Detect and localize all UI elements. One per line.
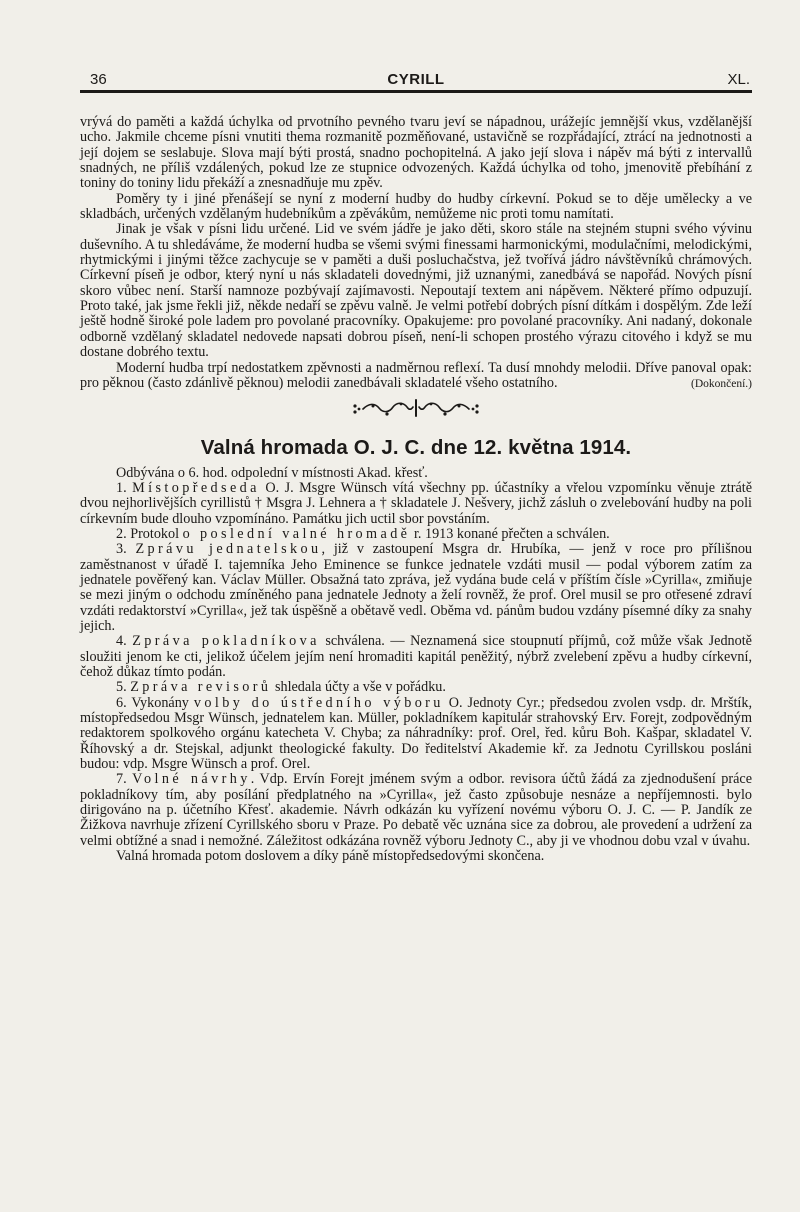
spaced-heading: volby do ústředního výboru <box>193 694 444 711</box>
continuation-note: (Dokončení.) <box>691 377 752 390</box>
closing-paragraph: Valná hromada potom doslovem a díky páně místopředsedovými skončena. <box>116 848 545 865</box>
agenda-item: 7. Volné návrhy. Vdp. Ervín Forejt jménem svým a odbor. revisora účtů žádá za zjednodušení práce pokladníkovy tím, aby posílání předplatného na »Cyrilla«, jež často způsobuje nesnáze a nepříjemnosti. bylo dirigováno na p. účetního Křesť. akademie. Návrh odkázán ku vyřízení novému výboru O. J. C. — P. Jandík ze Žižkova navrhuje zřízení Cyrillského sboru v Praze. Po debatě věc uznána sice za dobrou, ale provedení a udržení za velmi obtížné a snad i nemožné. Záležitost odkázána rovněž výboru Jednoty C., aby ji ve vhodnou dobu vzal v úvahu. <box>80 771 753 849</box>
paragraph: Poměry ty i jiné přenášejí se nyní z moderní hudby do hudby církevní. Pokud se to děje umělecky a ve skladbách, určených vzdělaným hudebníkům a zpěvákům, nemůžeme nic proti tomu namítati. <box>80 190 752 223</box>
spaced-heading: o poslední valné hromadě <box>182 525 411 542</box>
journal-title: CYRILL <box>387 71 445 88</box>
spaced-heading: Zprávu jednatelskou <box>135 541 322 558</box>
agenda-item: 2. Protokol o poslední valné hromadě r. 1913 konané přečten a schválen. <box>116 525 610 542</box>
intro-paragraph: Odbývána o 6. hod. odpolední v místnosti Akad. křesť. <box>116 464 428 481</box>
agenda-item: 4. Zpráva pokladníkova schválena. — Neznamená sice stoupnutí příjmů, což může však Jednotě sloužiti jenom ke cti, jelikož účelem jejím není hromaditi kapitál peněžitý, nýbrž zvelebení zpěvu a hudby církevní, čehož důkaz tímto podán. <box>80 633 752 680</box>
agenda-item: 1. Místopředseda O. J. Msgre Wünsch vítá všechny pp. účastníky a vřelou vzpomínku věnuje ztrátě dvou nejhorlivějších cyrillistů † Msgra J. Lehnera a † skladatele J. Nešvery, jichž zásluh o zvelebování hudby na poli církevním bude dlouho vzpomínáno. Památku jich uctil sbor povstáním. <box>80 479 752 527</box>
ornament-icon <box>351 398 481 418</box>
agenda-item: 3. Zprávu jednatelskou, již v zastoupení Msgra dr. Hrubíka, — jenž v roce pro přílišnou zaměstnanost v úřadě I. tajemníka Jeho Eminence se funkce jednatele vzdáti musil — podal výborem zatím za jednatele pověřený kan. Václav Müller. Obsažná tato zpráva, jež vydána bude celá v příštím čísle »Cyrilla«, zmiňuje se mezi jiným o odchodu zmíněného pana jednatele Jednoty a želí rovněž, že prof. Orel musil se pro otřesené zdraví vzdáti redaktorství »Cyrilla«, jež tak úspěšně a obětavě vedl. Oběma vd. pánům budou vzdány písemné díky za snahy jejich. <box>80 541 753 634</box>
agenda-item: 5. Zpráva revisorů shledala účty a vše v pořádku. <box>116 679 446 696</box>
article-body <box>80 115 752 864</box>
paragraph <box>80 361 752 392</box>
journal-page <box>80 64 752 864</box>
page-number: 36 <box>90 71 107 88</box>
volume-number: XL. <box>727 71 750 88</box>
section-title: Valná hromada O. J. C. dne 12. května 1914. <box>200 436 632 460</box>
spaced-heading: Místopředseda <box>132 479 260 496</box>
paragraph: vrývá do paměti a každá úchylka od prvotního pevného tvaru jeví se nápadnou, urážejíc jemnější vkus, vzdělanější ucho. Jakmile chceme písni vnutiti thema rozmanitě pozměňované, ustavičně se rozpřádající, ztrácí na jednotnosti a její dojem se seslabuje. Slova mají býti prostá, snadno pochopitelná. A jako její slova i nápěv má býti z intervallů snadných, ne příliš vzdálených, pokud lze ze stupnice odvozených. Každá úchylka od toho, jmenovitě přebíhání z toniny do toniny lidu překáží a znesnadňuje mu zpěv. <box>80 114 752 192</box>
spaced-heading: Volné návrhy <box>132 771 251 788</box>
paragraph-text: Moderní hudba trpí nedostatkem zpěvnosti a nadměrnou reflexí. Ta dusí mnohdy melodii. Dříve panoval opak: pro pěknou (často zdánlivě pěknou) melodii zanedbávali skladatelé všeho ostatního. <box>80 359 752 391</box>
spaced-heading: Zpráva revisorů <box>130 679 272 696</box>
ornament-divider <box>80 398 752 420</box>
paragraph: Jinak je však v písni lidu určené. Lid ve svém jádře je jako děti, skoro stále na stejném stupni svého vývinu duševního. A tu shledáváme, že moderní hudba se všemi svými finessami harmonickými, modulačními, melodickými, rhytmickými i jinými těžce zachycuje se v paměti a duši posluchačstva, jež tvořívá jádro návštěvníků chrámových. Církevní píseň je odbor, který nyní u nás skladateli dovednými, již uznanými, zanedbává se napořád. Nových písní skoro vůbec není. Starší namnoze pozbývají zajímavosti. Nepoutají textem ani nápěvem. Některé přímo odpuzují. Proto také, jak jsme řekli již, někde nedaří se zpěvu valně. Je velmi potřebí dobrých písní dítkám i dospělým. Zde leží ještě hodně široké pole ladem pro povolané pracovníky. Opakujeme: pro povolané pracovníky. Ani nadaný, dokonale odborně vzdělaný skladatel nedovede napsati dobrou píseň, není-li schopen prostého výrazu citového i když se mu dostane dobrého textu. <box>80 221 752 361</box>
spaced-heading: Zpráva pokladníkova <box>132 633 320 650</box>
running-head <box>80 64 752 93</box>
agenda-item: 6. Vykonány volby do ústředního výboru O. Jednoty Cyr.; předsedou zvolen vsdp. dr. Mrštík, místopředsedou Msgr Wünsch, jednatelem kan. Müller, pokladníkem kapitulár strahovský Erv. Forejt, zodpovědným redaktorem spolkového orgánu katecheta V. Chyba; za náhradníky: prof. Orel, řed. kůru Boh. Kašpar, skladatel V. Říhovský a dr. Stejskal, adjunkt theologické fakulty. Do ředitelství Akademie kř. za Jednotu Cyrillskou posláni budou: vdp. Msgre Wünsch a prof. Orel. <box>80 694 752 773</box>
